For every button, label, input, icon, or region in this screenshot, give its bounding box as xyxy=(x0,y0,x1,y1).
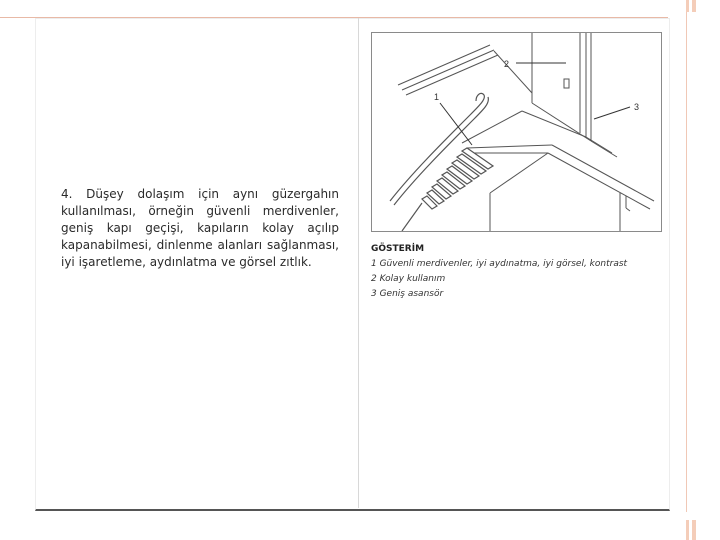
legend-item: 2 Kolay kullanım xyxy=(371,274,446,284)
decor-stripe xyxy=(686,520,689,540)
body-paragraph: 4. Düşey dolaşım için aynı güzergahın kullanılması, örneğin güvenli merdivenler, geniş kapı geçişi, kapıların kolay açılıp kapanabilmesi, dinlenme alanları sağlanması, iyi işaretleme, aydınlatma ve görsel zıtlık. xyxy=(61,187,339,269)
decor-stripe xyxy=(692,520,696,540)
legend-item: 1 Güvenli merdivenler, iyi aydınatma, iyi görsel, kontrast xyxy=(371,259,628,269)
legend-title: GÖSTERİM xyxy=(371,244,425,254)
upper-wall-lines xyxy=(398,45,498,95)
handrail xyxy=(390,93,488,205)
column-divider xyxy=(358,18,359,508)
callout-leaders xyxy=(440,63,630,145)
stair-illustration xyxy=(371,32,662,232)
lower-wall xyxy=(490,153,630,231)
callout-1: 1 xyxy=(434,92,440,102)
slide-right-border xyxy=(686,12,687,512)
stair-landing xyxy=(462,51,654,209)
legend xyxy=(371,244,671,302)
decor-stripe xyxy=(692,0,696,12)
decor-stripe xyxy=(686,0,689,12)
legend-item: 3 Geniş asansör xyxy=(371,289,444,299)
elevator-shaft xyxy=(532,33,617,157)
callout-2: 2 xyxy=(504,59,510,69)
stair-steps xyxy=(402,148,493,231)
callout-3: 3 xyxy=(634,102,640,112)
